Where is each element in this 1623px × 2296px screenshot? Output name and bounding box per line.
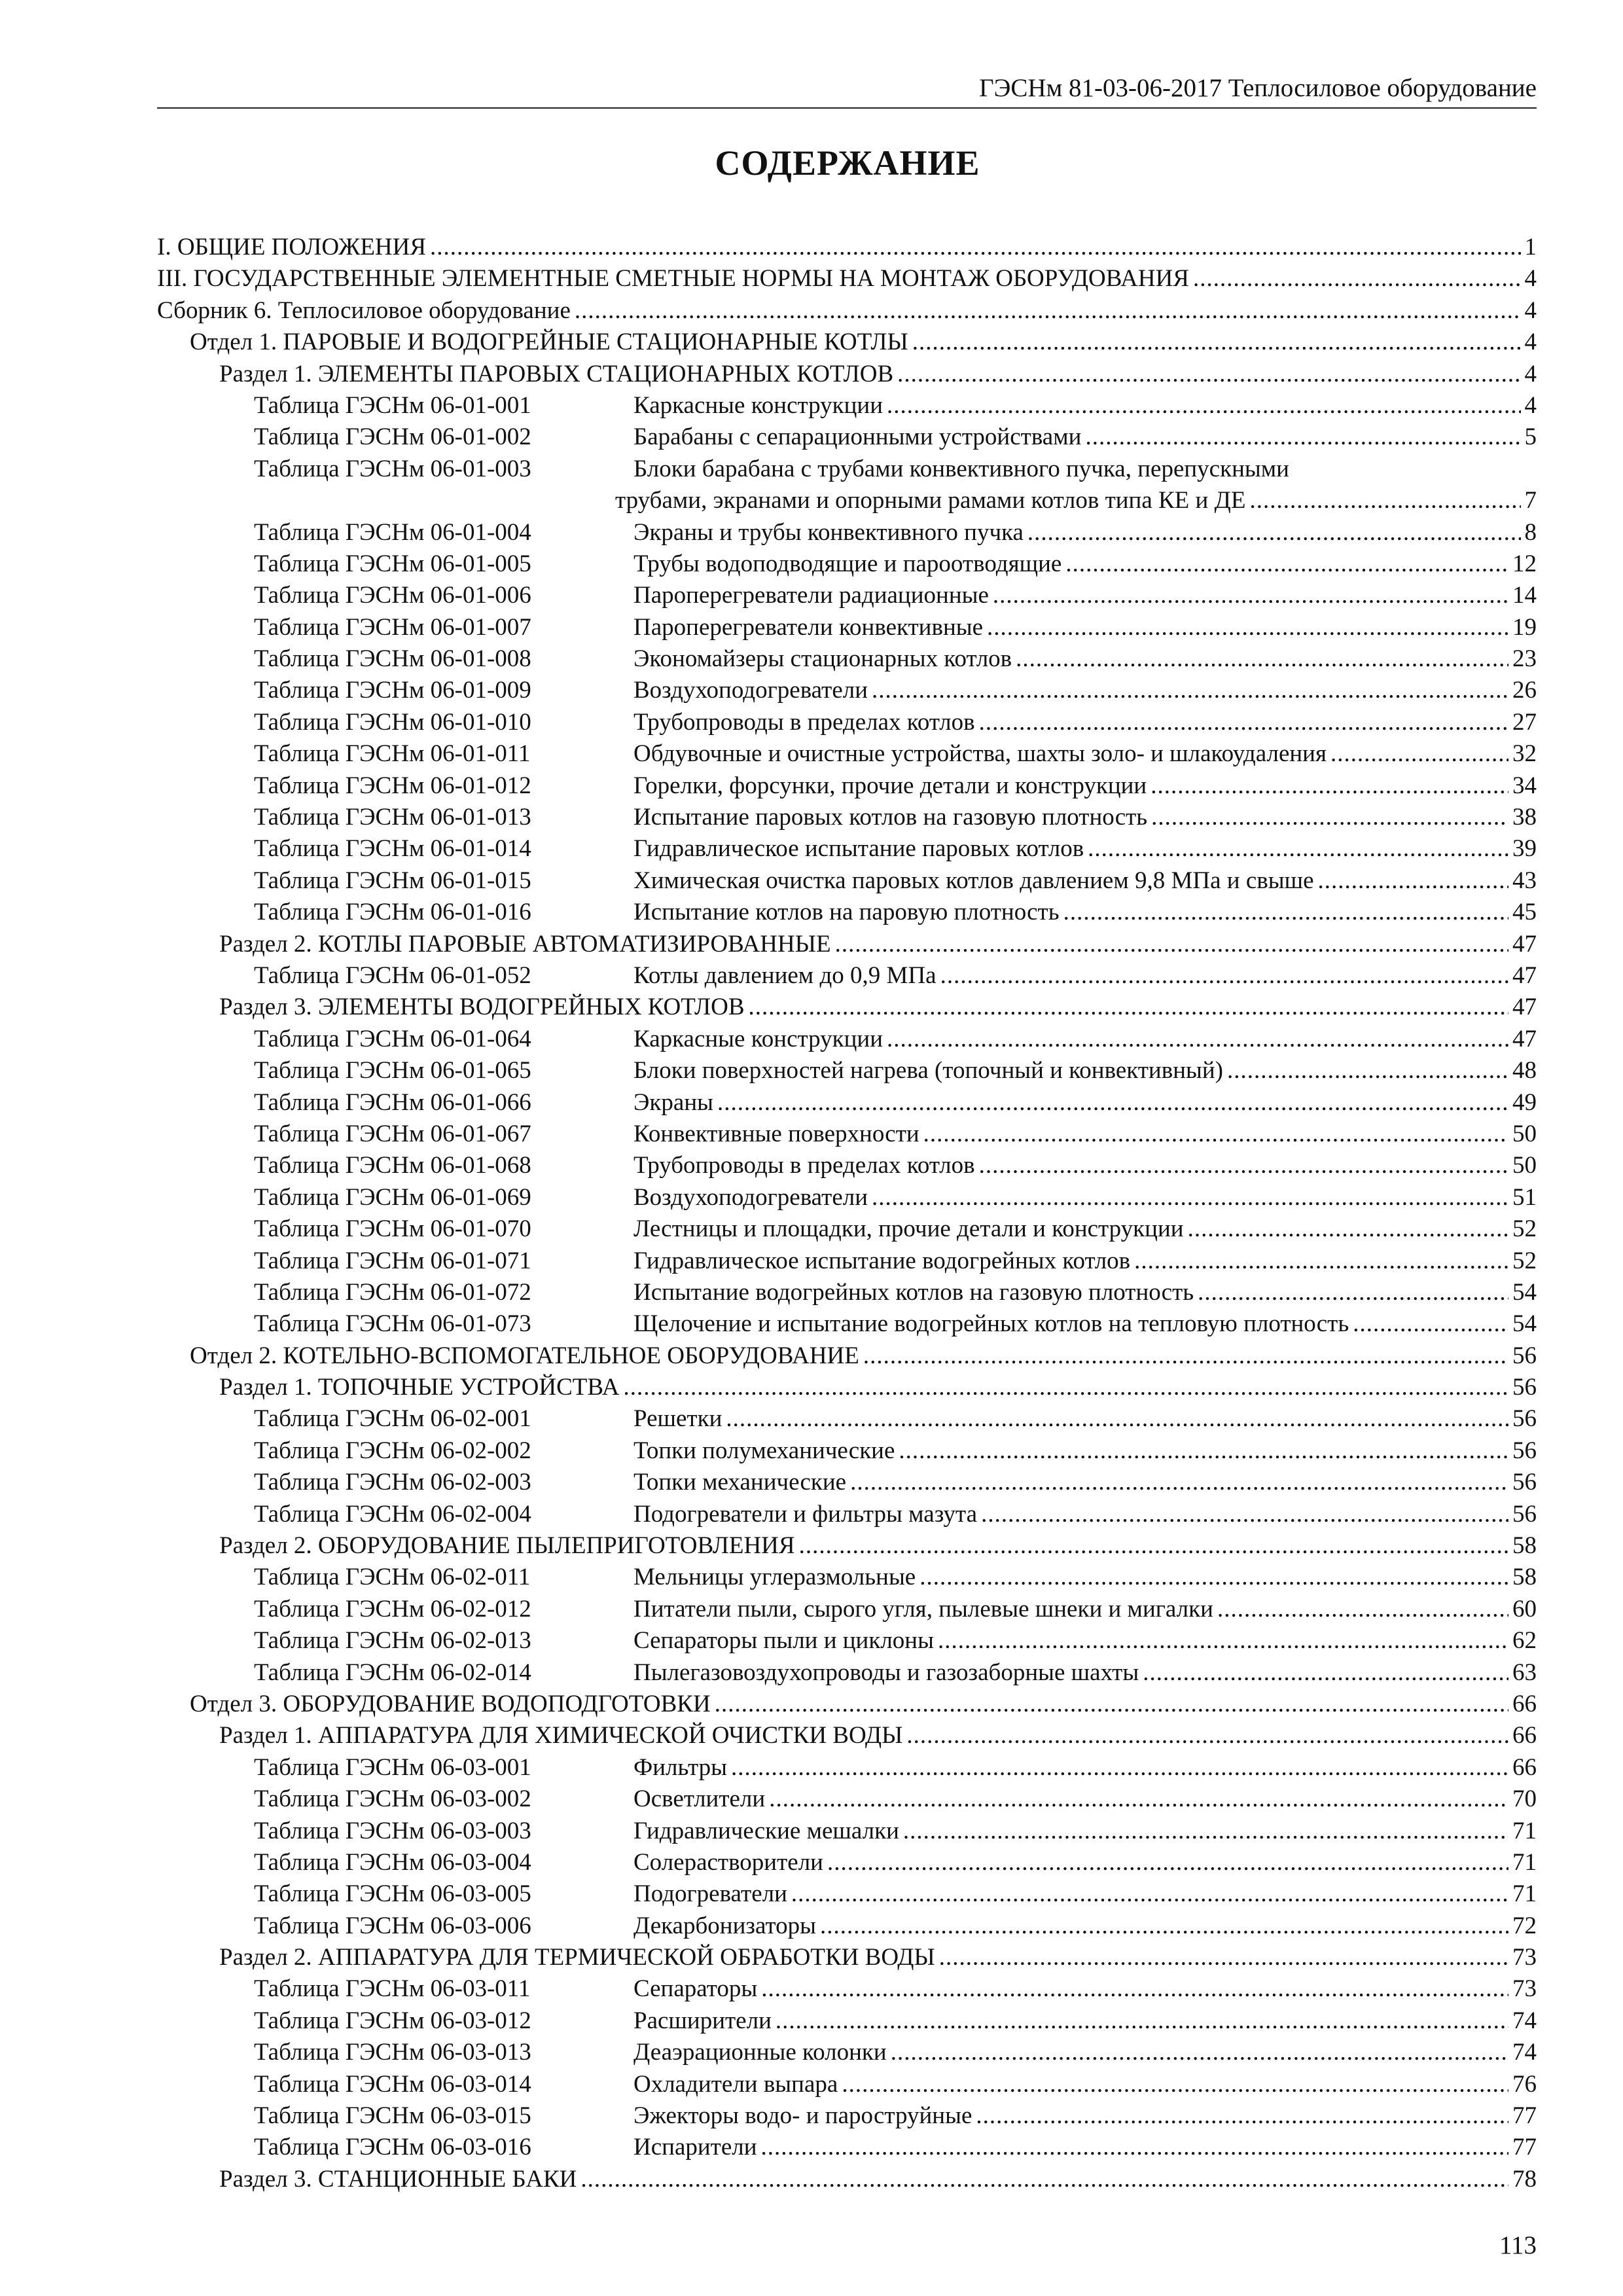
toc-table-code: Таблица ГЭСНм 06-01-004 bbox=[254, 518, 531, 546]
toc-entry-title: Охладители выпара bbox=[633, 2070, 838, 2098]
toc-page-number: 66 bbox=[1512, 1722, 1537, 1749]
dot-leader bbox=[863, 1340, 1508, 1372]
toc-table-entry[interactable] bbox=[157, 1055, 1537, 1086]
toc-entry-title: Отдел 3. ОБОРУДОВАНИЕ ВОДОПОДГОТОВКИ bbox=[190, 1690, 711, 1717]
toc-entry-title: Воздухоподогреватели bbox=[633, 1183, 868, 1211]
dot-leader bbox=[731, 1752, 1508, 1784]
toc-entry-title: Экраны bbox=[633, 1088, 713, 1116]
toc-page-number: 66 bbox=[1512, 1690, 1537, 1717]
toc-table-entry[interactable] bbox=[157, 643, 1537, 675]
toc-page-number: 52 bbox=[1512, 1215, 1537, 1243]
toc-table-code: Таблица ГЭСНм 06-01-014 bbox=[254, 835, 531, 863]
toc-section-entry[interactable] bbox=[157, 1372, 1537, 1403]
toc-page-number: 1 bbox=[1524, 234, 1537, 260]
dot-leader bbox=[1227, 1055, 1508, 1086]
toc-page-number: 71 bbox=[1512, 1880, 1537, 1908]
toc-table-entry[interactable] bbox=[157, 1087, 1537, 1119]
toc-table-entry[interactable] bbox=[157, 1625, 1537, 1657]
dot-leader bbox=[575, 295, 1521, 327]
toc-entry-title: III. ГОСУДАРСТВЕННЫЕ ЭЛЕМЕНТНЫЕ СМЕТНЫЕ НОРМЫ НА МОНТАЖ ОБОРУДОВАНИЯ bbox=[157, 265, 1189, 293]
toc-table-entry[interactable] bbox=[157, 454, 1537, 485]
toc-page-number: 76 bbox=[1512, 2070, 1537, 2098]
toc-table-code: Таблица ГЭСНм 06-01-005 bbox=[254, 550, 531, 577]
toc-entry-title: Блоки барабана с трубами конвективного пучка, перепускными bbox=[633, 455, 1289, 482]
dot-leader bbox=[987, 612, 1508, 643]
toc-page-number: 77 bbox=[1512, 2134, 1537, 2161]
toc-entry-title: Раздел 1. ЭЛЕМЕНТЫ ПАРОВЫХ СТАЦИОНАРНЫХ КОТЛОВ bbox=[219, 360, 894, 387]
toc-table-code: Таблица ГЭСНм 06-01-011 bbox=[254, 740, 531, 768]
toc-section-entry[interactable] bbox=[157, 359, 1537, 390]
toc-table-code: Таблица ГЭСНм 06-01-008 bbox=[254, 645, 531, 673]
dot-leader bbox=[940, 960, 1508, 992]
dot-leader bbox=[912, 327, 1521, 358]
toc-entry-title: Раздел 2. КОТЛЫ ПАРОВЫЕ АВТОМАТИЗИРОВАННЫЕ bbox=[219, 930, 831, 958]
dot-leader bbox=[1188, 1213, 1508, 1245]
toc-table-code: Таблица ГЭСНм 06-03-015 bbox=[254, 2102, 531, 2130]
toc-entry-title: Испытание паровых котлов на газовую плотность bbox=[633, 804, 1148, 831]
toc-entry-title: Деаэрационные колонки bbox=[633, 2039, 887, 2066]
toc-page-number: 74 bbox=[1512, 2007, 1537, 2034]
toc-table-entry[interactable] bbox=[157, 2005, 1537, 2037]
toc-table-entry[interactable] bbox=[157, 1277, 1537, 1308]
dot-leader bbox=[1318, 865, 1508, 897]
toc-table-code: Таблица ГЭСНм 06-01-064 bbox=[254, 1025, 531, 1052]
toc-table-entry[interactable] bbox=[157, 707, 1537, 738]
toc-section-entry[interactable] bbox=[157, 992, 1537, 1023]
toc-table-code: Таблица ГЭСНм 06-03-002 bbox=[254, 1785, 531, 1813]
toc-entry-title: Гидравлические мешалки bbox=[633, 1817, 899, 1844]
toc-page-number: 38 bbox=[1512, 804, 1537, 831]
toc-page-number: 4 bbox=[1524, 360, 1537, 387]
toc-table-entry[interactable] bbox=[157, 517, 1537, 548]
dot-leader bbox=[979, 1150, 1508, 1181]
dot-leader bbox=[842, 2069, 1508, 2100]
dot-leader bbox=[897, 359, 1520, 390]
toc-page-number: 72 bbox=[1512, 1912, 1537, 1939]
toc-page-number: 56 bbox=[1512, 1437, 1537, 1464]
table-of-contents bbox=[157, 232, 1537, 2195]
toc-page-number: 54 bbox=[1512, 1310, 1537, 1338]
toc-page-number: 34 bbox=[1512, 772, 1537, 799]
dot-leader bbox=[1065, 548, 1508, 580]
toc-entry-title: Раздел 2. ОБОРУДОВАНИЕ ПЫЛЕПРИГОТОВЛЕНИЯ bbox=[219, 1532, 795, 1560]
toc-entry-title: Солерастворители bbox=[633, 1848, 823, 1876]
toc-entry-title: Трубы водоподводящие и пароотводящие bbox=[633, 550, 1062, 577]
dot-leader bbox=[1151, 802, 1508, 833]
toc-entry-title: Раздел 3. СТАНЦИОННЫЕ БАКИ bbox=[219, 2165, 577, 2193]
toc-page-number: 62 bbox=[1512, 1627, 1537, 1655]
toc-table-code: Таблица ГЭСНм 06-01-068 bbox=[254, 1152, 531, 1179]
dot-leader bbox=[1063, 897, 1508, 928]
dot-leader bbox=[993, 580, 1508, 611]
toc-table-entry[interactable] bbox=[157, 738, 1537, 770]
toc-table-code: Таблица ГЭСНм 06-03-005 bbox=[254, 1880, 531, 1908]
toc-entry-title: Воздухоподогреватели bbox=[633, 677, 868, 704]
dot-leader bbox=[1134, 1246, 1508, 1277]
toc-entry-title: Химическая очистка паровых котлов давлением 9,8 МПа и свыше bbox=[633, 867, 1314, 894]
toc-table-entry[interactable] bbox=[157, 897, 1537, 928]
toc-entry-title: Отдел 1. ПАРОВЫЕ И ВОДОГРЕЙНЫЕ СТАЦИОНАРНЫЕ КОТЛЫ bbox=[190, 329, 908, 356]
toc-section-entry[interactable] bbox=[157, 1942, 1537, 1973]
toc-entry-title: Лестницы и площадки, прочие детали и конструкции bbox=[633, 1215, 1184, 1243]
toc-table-code: Таблица ГЭСНм 06-01-006 bbox=[254, 582, 531, 609]
toc-table-code: Таблица ГЭСНм 06-01-072 bbox=[254, 1278, 531, 1306]
toc-entry-title: Отдел 2. КОТЕЛЬНО-ВСПОМОГАТЕЛЬНОЕ ОБОРУДОВАНИЕ bbox=[190, 1342, 859, 1369]
toc-table-entry[interactable] bbox=[157, 1435, 1537, 1467]
toc-table-code: Таблица ГЭСНм 06-01-012 bbox=[254, 772, 531, 799]
dot-leader bbox=[903, 1816, 1508, 1847]
toc-page-number: 54 bbox=[1512, 1278, 1537, 1306]
toc-section-entry[interactable] bbox=[157, 263, 1537, 295]
toc-entry-title: Конвективные поверхности bbox=[633, 1120, 919, 1147]
toc-entry-title: Топки полумеханические bbox=[633, 1437, 895, 1464]
running-header: ГЭСНм 81-03-06-2017 Теплосиловое оборудование bbox=[157, 71, 1537, 109]
toc-table-entry[interactable] bbox=[157, 1562, 1537, 1593]
dot-leader bbox=[761, 2132, 1508, 2163]
toc-table-code: Таблица ГЭСНм 06-01-003 bbox=[254, 455, 531, 482]
toc-entry-title: Экономайзеры стационарных котлов bbox=[633, 645, 1012, 673]
toc-table-code: Таблица ГЭСНм 06-03-001 bbox=[254, 1753, 531, 1781]
dot-leader bbox=[923, 1119, 1508, 1150]
page-number: 113 bbox=[1499, 2231, 1537, 2259]
toc-page-number: 4 bbox=[1524, 391, 1537, 419]
toc-entry-title: Трубопроводы в пределах котлов bbox=[633, 1152, 975, 1179]
toc-entry-title: Раздел 3. ЭЛЕМЕНТЫ ВОДОГРЕЙНЫХ КОТЛОВ bbox=[219, 994, 745, 1021]
toc-table-code: Таблица ГЭСНм 06-02-012 bbox=[254, 1595, 531, 1623]
toc-table-entry[interactable] bbox=[157, 1784, 1537, 1815]
toc-page-number: 43 bbox=[1512, 867, 1537, 894]
toc-table-entry[interactable] bbox=[157, 675, 1537, 706]
toc-page-number: 4 bbox=[1524, 329, 1537, 356]
toc-table-entry[interactable] bbox=[157, 802, 1537, 833]
toc-page-number: 71 bbox=[1512, 1817, 1537, 1844]
toc-page-number: 50 bbox=[1512, 1152, 1537, 1179]
toc-page-number: 4 bbox=[1524, 296, 1537, 324]
toc-table-code: Таблица ГЭСНм 06-01-052 bbox=[254, 961, 531, 989]
toc-table-code: Таблица ГЭСНм 06-01-065 bbox=[254, 1057, 531, 1085]
dot-leader bbox=[919, 1562, 1508, 1593]
toc-table-entry[interactable] bbox=[157, 770, 1537, 802]
toc-entry-title: Раздел 1. АППАРАТУРА ДЛЯ ХИМИЧЕСКОЙ ОЧИСТКИ ВОДЫ bbox=[219, 1722, 903, 1749]
toc-entry-title: Расширители bbox=[633, 2007, 772, 2034]
toc-page-number: 7 bbox=[1524, 487, 1537, 514]
toc-entry-title: Экраны и трубы конвективного пучка bbox=[633, 518, 1024, 546]
toc-table-code: Таблица ГЭСНм 06-01-009 bbox=[254, 677, 531, 704]
dot-leader bbox=[1085, 422, 1520, 453]
toc-table-entry[interactable] bbox=[157, 1467, 1537, 1498]
toc-section-entry[interactable] bbox=[157, 1689, 1537, 1720]
toc-page-number: 73 bbox=[1512, 1944, 1537, 1971]
dot-leader bbox=[717, 1087, 1508, 1119]
toc-table-entry[interactable] bbox=[157, 833, 1537, 865]
toc-table-code: Таблица ГЭСНм 06-02-004 bbox=[254, 1500, 531, 1528]
dot-leader bbox=[623, 1372, 1508, 1403]
toc-entry-title: Каркасные конструкции bbox=[633, 391, 883, 419]
dot-leader bbox=[872, 1182, 1508, 1213]
dot-leader bbox=[979, 707, 1508, 738]
toc-table-code: Таблица ГЭСНм 06-01-010 bbox=[254, 708, 531, 736]
dot-leader bbox=[976, 2100, 1508, 2132]
toc-entry-title: Решетки bbox=[633, 1405, 722, 1433]
toc-table-code: Таблица ГЭСНм 06-03-011 bbox=[254, 1975, 531, 2003]
toc-entry-title: Подогреватели и фильтры мазута bbox=[633, 1500, 978, 1528]
dot-leader bbox=[430, 232, 1520, 263]
toc-entry-title: Котлы давлением до 0,9 МПа bbox=[633, 961, 936, 989]
toc-entry-title: Раздел 1. ТОПОЧНЫЕ УСТРОЙСТВА bbox=[219, 1374, 620, 1401]
toc-entry-title: Мельницы углеразмольные bbox=[633, 1564, 916, 1591]
toc-section-entry[interactable] bbox=[157, 929, 1537, 960]
toc-entry-title: Испытание котлов на паровую плотность bbox=[633, 899, 1060, 926]
toc-page-number: 74 bbox=[1512, 2039, 1537, 2066]
toc-entry-title: Пароперегреватели радиационные bbox=[633, 582, 989, 609]
toc-table-entry[interactable] bbox=[157, 1246, 1537, 1277]
toc-section-entry[interactable] bbox=[157, 1340, 1537, 1372]
toc-page-number: 66 bbox=[1512, 1753, 1537, 1781]
toc-table-code: Таблица ГЭСНм 06-03-004 bbox=[254, 1848, 531, 1876]
toc-page-number: 5 bbox=[1524, 423, 1537, 451]
toc-page-number: 47 bbox=[1512, 994, 1537, 1021]
dot-leader bbox=[799, 1530, 1508, 1562]
toc-page-number: 71 bbox=[1512, 1848, 1537, 1876]
toc-page-number: 73 bbox=[1512, 1975, 1537, 2003]
toc-table-code: Таблица ГЭСНм 06-02-014 bbox=[254, 1659, 531, 1686]
toc-entry-title: Пылегазовоздухопроводы и газозаборные шахты bbox=[633, 1659, 1139, 1686]
toc-page-number: 4 bbox=[1524, 265, 1537, 293]
toc-entry-title: Горелки, форсунки, прочие детали и конструкции bbox=[633, 772, 1147, 799]
dot-leader bbox=[715, 1689, 1508, 1720]
toc-table-code: Таблица ГЭСНм 06-02-002 bbox=[254, 1437, 531, 1464]
toc-table-code: Таблица ГЭСНм 06-03-016 bbox=[254, 2134, 531, 2161]
dot-leader bbox=[887, 1024, 1508, 1055]
dot-leader bbox=[726, 1403, 1508, 1435]
toc-entry-title: Фильтры bbox=[633, 1753, 727, 1781]
toc-table-entry[interactable] bbox=[157, 1024, 1537, 1055]
toc-table-entry[interactable] bbox=[157, 1847, 1537, 1878]
toc-table-code: Таблица ГЭСНм 06-03-013 bbox=[254, 2039, 531, 2066]
toc-section-entry[interactable] bbox=[157, 295, 1537, 327]
toc-table-code: Таблица ГЭСНм 06-01-066 bbox=[254, 1088, 531, 1116]
toc-table-code: Таблица ГЭСНм 06-01-069 bbox=[254, 1183, 531, 1211]
toc-table-code: Таблица ГЭСНм 06-01-007 bbox=[254, 613, 531, 641]
toc-section-entry[interactable] bbox=[157, 1530, 1537, 1562]
toc-table-entry[interactable] bbox=[157, 2037, 1537, 2068]
dot-leader bbox=[827, 1847, 1508, 1878]
dot-leader bbox=[939, 1942, 1508, 1973]
toc-page-number: 39 bbox=[1512, 835, 1537, 863]
toc-page-number: 12 bbox=[1512, 550, 1537, 577]
dot-leader bbox=[887, 390, 1520, 422]
toc-page-number: 63 bbox=[1512, 1659, 1537, 1686]
toc-page-number: 14 bbox=[1512, 582, 1537, 609]
toc-section-entry[interactable] bbox=[157, 1720, 1537, 1751]
dot-leader bbox=[835, 929, 1508, 960]
toc-table-code: Таблица ГЭСНм 06-01-070 bbox=[254, 1215, 531, 1243]
dot-leader bbox=[761, 1973, 1508, 2005]
toc-table-code: Таблица ГЭСНм 06-01-067 bbox=[254, 1120, 531, 1147]
toc-table-code: Таблица ГЭСНм 06-02-003 bbox=[254, 1469, 531, 1496]
toc-entry-title: Сепараторы пыли и циклоны bbox=[633, 1627, 934, 1655]
dot-leader bbox=[1217, 1594, 1508, 1625]
toc-table-code: Таблица ГЭСНм 06-01-071 bbox=[254, 1247, 531, 1274]
toc-section-entry[interactable] bbox=[157, 2164, 1537, 2195]
toc-page-number: 78 bbox=[1512, 2165, 1537, 2193]
toc-page-number: 48 bbox=[1512, 1057, 1537, 1085]
dot-leader bbox=[1143, 1657, 1508, 1689]
toc-table-code: Таблица ГЭСНм 06-01-002 bbox=[254, 423, 531, 451]
dot-leader bbox=[776, 2005, 1508, 2037]
toc-table-entry[interactable] bbox=[157, 1752, 1537, 1784]
toc-table-code: Таблица ГЭСНм 06-01-013 bbox=[254, 804, 531, 831]
toc-section-entry[interactable] bbox=[157, 327, 1537, 358]
toc-page-number: 60 bbox=[1512, 1595, 1537, 1623]
dot-leader bbox=[938, 1625, 1508, 1657]
toc-table-entry[interactable] bbox=[157, 1594, 1537, 1625]
toc-page-number: 26 bbox=[1512, 677, 1537, 704]
toc-page-number: 77 bbox=[1512, 2102, 1537, 2130]
toc-table-entry[interactable] bbox=[157, 1403, 1537, 1435]
dot-leader bbox=[791, 1878, 1508, 1910]
toc-table-entry[interactable] bbox=[157, 1119, 1537, 1150]
page-title: СОДЕРЖАНИЕ bbox=[715, 143, 980, 183]
toc-section-entry[interactable] bbox=[157, 232, 1537, 263]
toc-table-entry[interactable] bbox=[157, 1308, 1537, 1340]
toc-page-number: 32 bbox=[1512, 740, 1537, 768]
toc-page-number: 51 bbox=[1512, 1183, 1537, 1211]
toc-entry-title: Подогреватели bbox=[633, 1880, 787, 1908]
toc-entry-title: Сборник 6. Теплосиловое оборудование bbox=[157, 296, 571, 324]
toc-table-code: Таблица ГЭСНм 06-01-016 bbox=[254, 899, 531, 926]
dot-leader bbox=[1198, 1277, 1508, 1308]
dot-leader bbox=[769, 1784, 1508, 1815]
toc-table-entry[interactable] bbox=[157, 548, 1537, 580]
toc-page-number: 8 bbox=[1524, 518, 1537, 546]
toc-entry-title: Каркасные конструкции bbox=[633, 1025, 883, 1052]
toc-entry-title: Блоки поверхностей нагрева (топочный и конвективный) bbox=[633, 1057, 1223, 1085]
toc-entry-title: Осветлители bbox=[633, 1785, 766, 1813]
toc-table-entry[interactable] bbox=[157, 1213, 1537, 1245]
toc-page-number: 49 bbox=[1512, 1088, 1537, 1116]
toc-table-entry[interactable] bbox=[157, 612, 1537, 643]
toc-page-number: 23 bbox=[1512, 645, 1537, 673]
toc-entry-title: I. ОБЩИЕ ПОЛОЖЕНИЯ bbox=[157, 234, 427, 260]
toc-table-entry[interactable] bbox=[157, 1499, 1537, 1530]
toc-page-number: 56 bbox=[1512, 1342, 1537, 1369]
toc-table-entry[interactable] bbox=[157, 1182, 1537, 1213]
toc-entry-title: Эжекторы водо- и пароструйные bbox=[633, 2102, 972, 2130]
dot-leader bbox=[872, 675, 1508, 706]
toc-table-code: Таблица ГЭСНм 06-01-001 bbox=[254, 391, 531, 419]
toc-entry-title: Щелочение и испытание водогрейных котлов на тепловую плотность bbox=[633, 1310, 1349, 1338]
toc-table-code: Таблица ГЭСНм 06-02-001 bbox=[254, 1405, 531, 1433]
toc-page-number: 45 bbox=[1512, 899, 1537, 926]
toc-page-number: 47 bbox=[1512, 1025, 1537, 1052]
toc-entry-title: Раздел 2. АППАРАТУРА ДЛЯ ТЕРМИЧЕСКОЙ ОБРАБОТКИ ВОДЫ bbox=[219, 1944, 935, 1971]
dot-leader bbox=[820, 1910, 1508, 1942]
toc-page-number: 52 bbox=[1512, 1247, 1537, 1274]
dot-leader bbox=[749, 992, 1508, 1023]
toc-table-entry[interactable] bbox=[157, 1657, 1537, 1689]
toc-entry-title: Трубопроводы в пределах котлов bbox=[633, 708, 975, 736]
toc-entry-title: Гидравлическое испытание паровых котлов bbox=[633, 835, 1084, 863]
toc-table-entry[interactable] bbox=[157, 865, 1537, 897]
toc-entry-title: Барабаны с сепарационными устройствами bbox=[633, 423, 1082, 451]
toc-table-code: Таблица ГЭСНм 06-02-013 bbox=[254, 1627, 531, 1655]
dot-leader bbox=[1249, 485, 1520, 516]
toc-entry-title: Сепараторы bbox=[633, 1975, 758, 2003]
toc-entry-title: Пароперегреватели конвективные bbox=[633, 613, 984, 641]
toc-table-entry[interactable] bbox=[157, 960, 1537, 992]
toc-table-entry-continuation[interactable] bbox=[157, 485, 1537, 516]
dot-leader bbox=[1150, 770, 1508, 802]
toc-table-code: Таблица ГЭСНм 06-03-006 bbox=[254, 1912, 531, 1939]
toc-entry-title: Декарбонизаторы bbox=[633, 1912, 816, 1939]
toc-table-entry[interactable] bbox=[157, 390, 1537, 422]
toc-table-code: Таблица ГЭСНм 06-03-003 bbox=[254, 1817, 531, 1844]
toc-entry-title: Испытание водогрейных котлов на газовую плотность bbox=[633, 1278, 1194, 1306]
toc-page-number: 56 bbox=[1512, 1374, 1537, 1401]
dot-leader bbox=[891, 2037, 1508, 2068]
toc-table-entry[interactable] bbox=[157, 1878, 1537, 1910]
dot-leader bbox=[1016, 643, 1508, 675]
toc-table-code: Таблица ГЭСНм 06-01-073 bbox=[254, 1310, 531, 1338]
toc-table-entry[interactable] bbox=[157, 2069, 1537, 2100]
toc-table-entry[interactable] bbox=[157, 422, 1537, 453]
dot-leader bbox=[906, 1720, 1508, 1751]
toc-table-entry[interactable] bbox=[157, 1816, 1537, 1847]
toc-table-code: Таблица ГЭСНм 06-02-011 bbox=[254, 1564, 531, 1591]
toc-entry-title: Испарители bbox=[633, 2134, 757, 2161]
toc-entry-title: Гидравлическое испытание водогрейных котлов bbox=[633, 1247, 1131, 1274]
toc-table-entry[interactable] bbox=[157, 580, 1537, 611]
toc-table-entry[interactable] bbox=[157, 1150, 1537, 1181]
dot-leader bbox=[899, 1435, 1508, 1467]
toc-table-code: Таблица ГЭСНм 06-01-015 bbox=[254, 867, 531, 894]
dot-leader bbox=[580, 2164, 1508, 2195]
toc-page-number: 19 bbox=[1512, 613, 1537, 641]
toc-entry-title-continuation: трубами, экранами и опорными рамами котлов типа КЕ и ДЕ bbox=[615, 487, 1246, 514]
toc-entry-title: Обдувочные и очистные устройства, шахты золо- и шлакоудаления bbox=[633, 740, 1327, 768]
dot-leader bbox=[1330, 738, 1508, 770]
toc-page-number: 56 bbox=[1512, 1469, 1537, 1496]
toc-page-number: 56 bbox=[1512, 1405, 1537, 1433]
toc-page-number: 47 bbox=[1512, 961, 1537, 989]
toc-table-code: Таблица ГЭСНм 06-03-012 bbox=[254, 2007, 531, 2034]
toc-page-number: 58 bbox=[1512, 1532, 1537, 1560]
toc-table-entry[interactable] bbox=[157, 1973, 1537, 2005]
toc-table-code: Таблица ГЭСНм 06-03-014 bbox=[254, 2070, 531, 2098]
dot-leader bbox=[1088, 833, 1508, 865]
toc-page-number: 50 bbox=[1512, 1120, 1537, 1147]
toc-page-number: 70 bbox=[1512, 1785, 1537, 1813]
dot-leader bbox=[850, 1467, 1508, 1498]
toc-page-number: 56 bbox=[1512, 1500, 1537, 1528]
toc-table-entry[interactable] bbox=[157, 2100, 1537, 2132]
toc-table-entry[interactable] bbox=[157, 1910, 1537, 1942]
dot-leader bbox=[1027, 517, 1521, 548]
toc-entry-title: Питатели пыли, сырого угля, пылевые шнеки и мигалки bbox=[633, 1595, 1213, 1623]
toc-page-number: 27 bbox=[1512, 708, 1537, 736]
dot-leader bbox=[1353, 1308, 1508, 1340]
toc-entry-title: Топки механические bbox=[633, 1469, 847, 1496]
dot-leader bbox=[1193, 263, 1521, 295]
toc-page-number: 47 bbox=[1512, 930, 1537, 958]
toc-page-number: 58 bbox=[1512, 1564, 1537, 1591]
dot-leader bbox=[981, 1499, 1508, 1530]
toc-table-entry[interactable] bbox=[157, 2132, 1537, 2163]
